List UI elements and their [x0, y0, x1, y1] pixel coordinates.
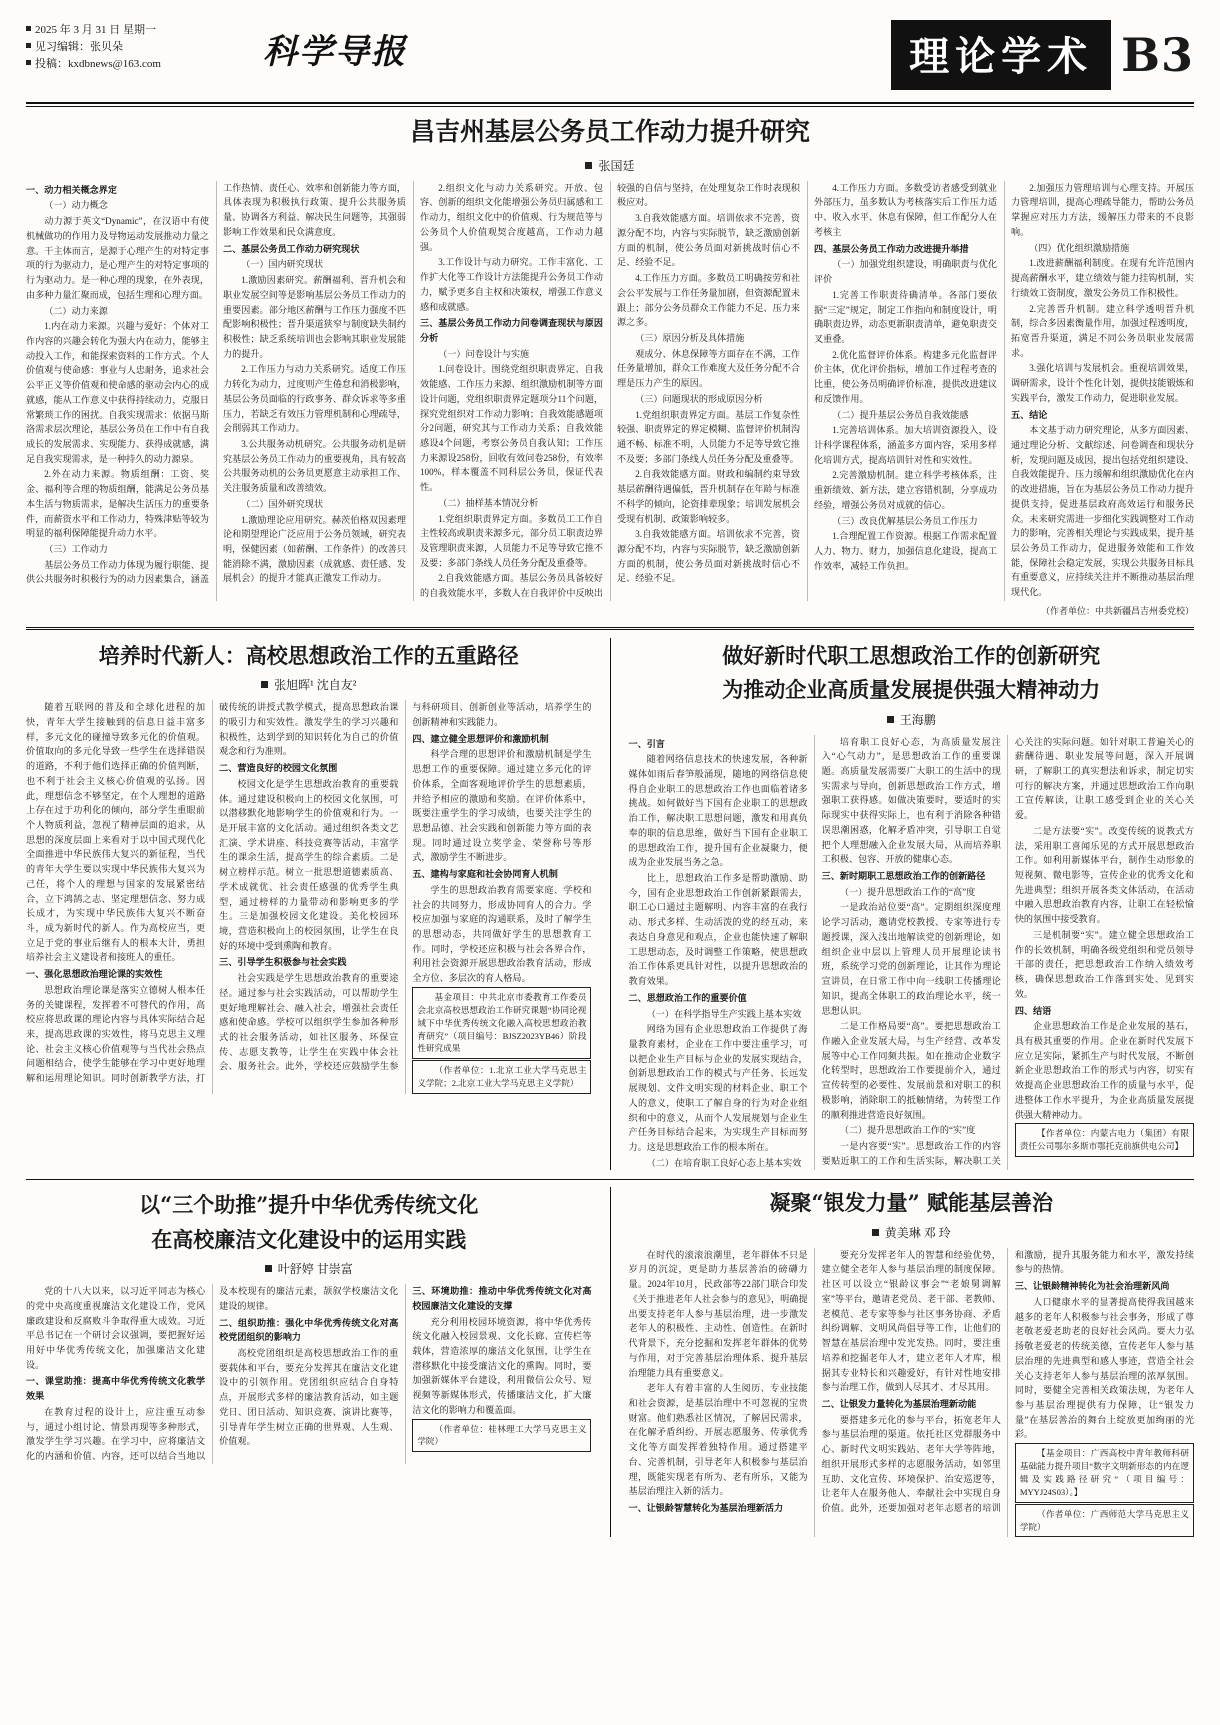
article3-paragraph: 三、环境助推：推动中华优秀传统文化对高校园廉洁文化建设的支撑	[412, 1286, 592, 1311]
lead-paragraph: 1.党组织职责界定方面。多数员工工作自主性较高或职责来源多元，部分员工职责边界及管理职责来源，人员能力不足等导致它推不及要；多部门条线人员任务分配及重叠等。	[420, 513, 603, 568]
lead-byline: 张国廷	[26, 157, 1194, 174]
lead-paragraph: 基层公务员工作动力体现为履行职能、提供公共服务时积极行为的动力因素集合，涵盖工作热情、责任心、效率和创新能力等方面，具体表现为积极执行政策、提升公共服务质量、协调各方利益、解决民生问题等，其强弱影响工作效果和民众满意度。	[26, 182, 406, 585]
article-4-title-1: 做好新时代职工思想政治工作的创新研究	[722, 642, 1101, 668]
article4-paragraph: 企业思想政治工作是企业发展的基石，具有极其重要的作用。企业在新时代发展下应立足实际，紧抓生产与时代发展，不断创新企业思想政治工作的形式与内容，切实有效提高企业思想政治工作的质量与水平，促进整体工作水平提升，为企业高质量发展提供强大精神动力。	[1014, 1021, 1194, 1120]
article4-paragraph: 培育职工良好心态，为高质量发展注入“心气动力”，是思想政治工作的重要课题。高质量发展需要广大职工的生活中的现实需求与导向，创新思想政治工作方式，增强职工获得感。如做决策要时，要适时的实际现实中获得实际上，也有利于消除各种错误思潮困惑，化解矛盾冲突，引导职工自觉把个人理想融入企业发展大局，从而培养职工积极、包容、开放的健康心态。	[821, 736, 1001, 865]
section-divider-2	[26, 1179, 1194, 1180]
lead-paragraph: 1.激励理论应用研究。赫茨伯格双因素理论和期望理论广泛应用于公务员领域，研究表明，保健因素（如薪酬、工作条件）的改善只能消除不满，激励因素（成就感、责任感、发展机会）的提升才能真正激发工作动力。	[223, 514, 406, 584]
lead-paragraph: 2.优化监督评价体系。构建多元化监督评价主体，优化评价指标，增加工作过程考查的比重，使公务员明确评价标准，提供改进建议和反馈作用。	[814, 349, 997, 404]
lead-paragraph: （一）问卷设计与实施	[438, 348, 530, 359]
article5-paragraph: 在时代的滚滚浪潮里，老年群体不只是岁月的沉淀，更是助力基层善治的磅礴力量。2024年10月，民政部等22部门联合印发《关于推进老年人社会参与的意见》，明确提出要支持老年人参与基层治理，进一步激发老年人的积极性、主动性、创造性。在新时代背景下，充分挖掘和发挥老年群体的优势与作用，对于完善基层治理体系、提升基层治理能力具有重要意义。	[628, 1249, 808, 1378]
square-icon	[872, 1229, 879, 1236]
article4-paragraph: 三是机制要“实”。建立健全思想政治工作的长效机制，明确各级党组织和党员领导干部的责任，把思想政治工作纳入绩效考核，确保思想政治工作落到实处、见到实效。	[1014, 929, 1194, 999]
article2-paragraph: 二、营造良好的校园文化氛围	[219, 763, 338, 774]
lead-paragraph: 3.自我效能感方面。培训依求不完善，资源分配不均，内容与实际脱节，缺乏激励创新方面的机制，使公务员面对新挑战时信心不足、经验不足。	[617, 529, 800, 584]
masthead	[26, 18, 1194, 96]
article4-paragraph: 四、结语	[1014, 1005, 1052, 1016]
article-3-byline: 叶舒婷 甘崇富	[26, 1260, 592, 1277]
submission-email: 投稿：kxdbnews@163.com	[26, 56, 226, 73]
lead-paragraph: 3.自我效能感方面。培训依求不完善，资源分配不均，内容与实际脱节，缺乏激励创新方面的机制，使公务员面对新挑战时信心不足、经验不足。	[617, 213, 800, 268]
publication-date: 2025 年 3 月 31 日 星期一	[26, 22, 226, 39]
article-4-byline: 王海鹏	[629, 711, 1195, 728]
article-5-byline: 黄美琳 邓 玲	[629, 1224, 1195, 1241]
lead-signature: （作者单位：中共新疆昌吉州委党校）	[1040, 605, 1194, 616]
article4-paragraph: 一、引言	[628, 738, 665, 749]
article2-paragraph: （作者单位：1.北京工业大学马克思主义学院；2.北京工业大学马克思主义学院）	[412, 1060, 591, 1094]
article2-paragraph: 思想政治理论课是落实立德树人根本任务的关键课程，发挥着不可替代的作用，高校应将思政课的理论内容与具体实际结合起来，提高思政课的实效性，将马克思主义理论、社会主义核心价值观等与当代社会热点问题相结合，使学生能够在学习中更好地理解和运用理论知识。同时创新教学方法，打破传统的讲授式教学模式，提高思想政治课的吸引力和实效性。激发学生的学习兴趣和积极性，达到学到的知识转化为自己的价值观念和行为准则。	[26, 702, 399, 1084]
lead-subheading: 二、基层公务员工作动力研究现状	[223, 243, 360, 254]
article3-paragraph: 党的十八大以来，以习近平同志为核心的党中央高度重视廉洁文化建设工作，党风廉政建设和反腐败斗争取得重大成效。习近平总书记在一个研讨会议强调，要把握好运用好中华优秀传统文化，加强廉洁文化建设。	[26, 1286, 206, 1370]
article2-paragraph: 一、强化思想政治理论课的实效性	[26, 969, 163, 980]
bullet-icon	[26, 26, 31, 31]
masthead-info	[26, 18, 226, 73]
lead-paragraph: 2.自我效能感方面。基层公务员具备较好的自我效能水平，多数人在自我评价中反映出较强的自信与坚持，在处理复杂工作时表现积极应对。	[420, 182, 800, 599]
lead-paragraph: 2.外在动力来源。物质组酬：工资、奖金、福利等合理的物质组酬，能满足公务员基本生活与物质需求，是解决生活压力的重要条件，而薪资水平和工作动力，特殊津贴等较为明显的福利保障能提升动力水平。	[26, 469, 209, 539]
article4-paragraph: 二是工作格局要“高”。要把思想政治工作融入企业发展大局，与生产经营、改革发展等中心工作同频共振。如在推动企业数字化转型时，思想政治工作要提前介入，通过宣传转型的必要性、发展前景和对职工的积极影响，消除职工的抵触情绪，为转型工作的顺利推进营造良好氛围。	[821, 1021, 1001, 1120]
article3-paragraph: 充分利用校园环境资源，将中华优秀传统文化融入校园景观、文化长廊、宣传栏等载体，营造浓厚的廉洁文化氛围，让学生在潜移默化中接受廉洁文化的熏陶。同时，要加强新媒体平台建设，利用微信公众号、短视频等新媒体形式，传播廉洁文化，扩大廉洁文化的影响力和覆盖面。	[412, 1316, 592, 1415]
article4-paragraph: 二、思想政治工作的重要价值	[628, 992, 747, 1003]
article2-paragraph: 校园文化是学生思想政治教育的重要载体。通过建设积极向上的校园文化氛围，可以潜移默化地影响学生的价值观和行为。一是开展丰富的文化活动。通过组织各类文艺汇演、学术讲座、科技竞赛等活动，丰富学生的课余生活，提高学生的综合素质。二是树立榜样示范。树立一批思想道德素质高、学术成就优、社会责任感强的优秀学生典型，通过榜样的力量带动和影响更多的学生。三是加强校园文化建设。美化校园环境，营造积极向上的校园氛围，让学生在良好的环境中受到熏陶和教育。	[219, 778, 399, 951]
article-5-title: 凝聚“银发力量” 赋能基层善治	[769, 1190, 1053, 1216]
lead-paragraph: 4.工作压力方面。多数受访者感受到就业外部压力，虽多数认为考核落实后工作压力适中、收入水平、休息有保障，但工作配分人在考核主	[814, 182, 997, 237]
lead-paragraph: 1.合理配置工作资源。根据工作需求配置人力、物力、财力，加强信息化建设，提高工作效率，减轻工作负担。	[814, 531, 997, 571]
article-3-title-1: 以“三个助推”提升中华优秀传统文化	[139, 1192, 479, 1218]
lead-paragraph: 观成分、休息保障等方面存在不满，工作任务量增加，群众工作难度大及任务分配不合理是压力产生的原因。	[617, 348, 800, 389]
article4-paragraph: （一）提升思想政治工作的“高”度	[839, 886, 976, 897]
article3-paragraph: 高校党团组织是高校思想政治工作的重要载体和平台，要充分发挥其在廉洁文化建设中的引领作用。党团组织应结合自身特点，开展形式多样的廉洁教育活动，如主题党日、团日活动、知识竞赛、演讲比赛等，引导青年学生树立正确的世界观、人生观、价值观。	[219, 1347, 399, 1447]
article5-paragraph: 要搭建多元化的参与平台，拓宽老年人参与基层治理的渠道。依托社区党群服务中心、新时代文明实践站、老年大学等阵地，组织开展形式多样的志愿服务活动，如邻里互助、文化宣传、环境保护、治安巡逻等，让老年人在服务他人、奉献社会中实现自身价值。此外，还要加强对老年志愿者的培训和激励，提升其服务能力和水平，激发持续参与的热情。	[821, 1249, 1194, 1513]
square-icon	[585, 162, 592, 169]
masthead-rule-thin	[26, 106, 1194, 107]
article2-paragraph: 社会实践是学生思想政治教育的重要途径。通过参与社会实践活动，可以帮助学生更好地理解社会、融入社会，增强社会责任感和使命感。学校可以组织学生参加各种形式的社会服务活动，如社区服务、环保宣传、志愿支教等，让学生在实践中体会社会、服务社会。此外，学校还应鼓励学生参与科研项目、创新创业等活动，培养学生的创新精神和实践能力。	[219, 702, 592, 1072]
article-4	[610, 638, 1195, 1171]
lead-paragraph: 3.强化培训与发展机会。重视培训效果，调研需求，设计个性化计划，提供技能锻炼和实践平台，激发工作动力，促进职业发展。	[1011, 363, 1194, 403]
article-3-title-2: 在高校廉洁文化建设中的运用实践	[151, 1226, 467, 1252]
square-icon	[265, 1265, 272, 1272]
lead-paragraph: 3.工作设计与动力研究。工作丰富化、工作扩大化等工作设计方法能提升公务员工作动力，赋予更多自主权和决策权，增强工作意义感和成就感。	[420, 257, 603, 312]
article4-paragraph: 一是内容要“实”。思想政治工作的内容要贴近职工的工作和生活实际，解决职工关心关注的实际问题。如针对职工普遍关心的薪酬待遇、职业发展等问题，深入开展调研，了解职工的真实想法和诉求，制定切实可行的解决方案，并通过思想政治工作向职工宣传解读，让职工感受到企业的关心关爱。	[821, 736, 1194, 1166]
editor-line: 见习编辑：张贝朵	[26, 39, 226, 56]
lead-paragraph: 2.工作压力与动力关系研究。适度工作压力转化为动力，过度则产生倦怠和消极影响，基层公务员面临的行政事务、群众诉求等多重压力，若缺乏有效压力管理机制和心理疏导，会削弱其工作动力。	[223, 364, 406, 434]
article-5	[610, 1187, 1195, 1537]
masthead-rule	[26, 102, 1194, 104]
lead-subheading: 一、动力相关概念界定	[26, 184, 117, 195]
lead-paragraph: 1.完善培训体系。加大培训资源投入，设计科学课程体系，涵盖多方面内容，采用多样化培训方式，提高培训针对性和实效性。	[814, 425, 997, 465]
lead-paragraph: （三）问题现状的形成原因分析	[635, 393, 763, 404]
page-title: 昌吉州基层公务员工作动力提升研究	[409, 117, 810, 146]
lead-paragraph: 本文基于动力研究理论，从多方面因素、通过理论分析、文献综述、问卷调查和现状分析，发现问题及成因，提出包括党组织建设、自我效能提升、压力缓解和组织激励优化在内的改进措施，旨在为基层公务员工作动力提升提供支持，促进基层政府高效运行和服务民众。未来研究需进一步细化实践调整对工作动力的影响，完善相关理论与实践成果，提升基层公务员工作动力，促进服务效能和工作效能，保障社会稳定发展，实现公共服务目标具有重要意义，应持续关注并不断推动基层治理现代化。	[1011, 425, 1194, 598]
article4-paragraph: （二）在培育职工良好心态上基本实效	[646, 1157, 802, 1168]
article4-paragraph: 【作者单位：内蒙古电力（集团）有限责任公司鄂尔多斯市鄂托克前旗供电公司】	[1015, 1123, 1194, 1157]
article4-paragraph: 二是方法要“实”。改变传统的说教式方法，采用职工喜闻乐见的方式开展思想政治工作。如利用新媒体平台，制作生动形象的短视频、微电影等，宣传企业的优秀文化和先进典型；组织开展各类文体活动，在活动中融入思想政治教育内容，让职工在轻松愉快的氛围中接受教育。	[1014, 825, 1194, 925]
lead-paragraph: （三）原因分析及具体措施	[635, 332, 745, 343]
article5-paragraph: 人口健康水平的显著提高使得我国越来越多的老年人积极参与社会事务，形成了尊老敬老爱老助老的良好社会风尚。要大力弘扬敬老爱老的传统美德，宣传老年人参与基层治理的先进典型和感人事迹，营造全社会关心支持老年人参与基层治理的浓厚氛围。同时，要健全完善相关政策法规，为老年人参与基层治理提供有力保障，让“银发力量”在基层善治的舞台上绽放更加绚丽的光彩。	[1014, 1296, 1194, 1440]
article-2	[26, 638, 592, 1171]
lead-paragraph: 1.问卷设计。围绕党组织职责界定、自我效能感、工作压力来源、组织激励机制等方面设计问题，党组织职责界定题项分11个问题，探究党组织对工作动力影响；自我效能感题项分2问题，研究其与工作动力关系；自我效能感设4个问题，考察公务员自我认知；工作压力来源设258份，回收有效问卷258份，有效率100%，样本覆盖不同科层公务员，保证代表性。	[420, 364, 603, 493]
lead-paragraph: 2.完善激励机制。建立科学考核体系，注重新绩效、新方法，建立容错机制，分享成功经验，增强公务员对成就的信心。	[814, 470, 997, 510]
bullet-icon	[26, 43, 31, 48]
bullet-icon	[26, 60, 31, 65]
article-2-body	[26, 700, 592, 1094]
lead-paragraph: （四）优化组织激励措施	[1029, 242, 1130, 253]
article2-paragraph: 科学合理的思想评价和激励机制是学生思想工作的重要保障。通过建立多元化的评价体系，全面客观地评价学生的思想素质，并给予相应的激励和奖励。在评价体系中，既要注重学生的学习成绩，也要关注学生的思想品德、社会实践和创新能力等方面的表现。同时通过设立奖学金、荣誉称号等形式，激励学生不断进步。	[412, 749, 592, 863]
article4-paragraph: 三、新时期职工思想政治工作的创新路径	[821, 871, 986, 882]
article2-paragraph: 三、引导学生积极参与社会实践	[219, 957, 347, 968]
lead-paragraph: （二）提升基层公务员自我效能感	[832, 409, 969, 420]
lead-paragraph: （二）国外研究现状	[241, 498, 324, 509]
article-3	[26, 1187, 592, 1537]
lead-paragraph: （三）工作动力	[44, 544, 108, 554]
section-divider-1	[26, 627, 1194, 630]
article-4-title-2: 为推动企业高质量发展提供强大精神动力	[722, 677, 1101, 703]
square-icon	[261, 681, 268, 688]
article3-paragraph: 一、课堂助推：提高中华优秀传统文化教学效果	[26, 1376, 206, 1402]
article-2-title: 培养时代新人：高校思想政治工作的五重路径	[98, 642, 519, 668]
article4-paragraph: 一是政治站位要“高”。定期组织深度理论学习活动，邀请党校教授、专家等进行专题授课，深入浅出地解读党的创新理论，如组织企业中层以上管理人员开展理论读书班，系统学习党的创新理论，让其作为理论宣讲员，在日常工作中向一线职工传播理论知识，提高全体职工的政治理论水平，统一思想认识。	[821, 902, 1001, 1016]
article3-paragraph: 在教育过程的设计上，应注重互动参与，通过小组讨论、情景再现等多种形式，激发学生学习兴趣。在学习中，应将廉洁文化的内涵和价值、内容，还可以结合当地以及本校现有的廉洁元素，颉叙学校廉洁文化建设的规律。	[26, 1286, 399, 1461]
square-icon	[887, 716, 894, 723]
section-banner-group	[891, 18, 1194, 90]
article5-paragraph: 【基金项目：广西高校中青年教师科研基础能力提升项目“数字文明新形态的内在逻辑及实践路径研究”（项目编号：MYYJ24S03）。】	[1015, 1443, 1194, 1503]
lead-paragraph: 4.工作压力方面。多数员工明确按劳和社会公平发展与工作任务量加剧，但资源配置未跟上；部分公务员群众工作能力不足、压力来源之多。	[617, 273, 800, 328]
lead-paragraph: 2.加强压力管理培训与心理支持。开展压力管理培训，提高心理疏导能力，帮助公务员掌握应对压力方法，缓解压力带来的不良影响。	[1011, 182, 1194, 237]
article-4-body	[629, 735, 1195, 1171]
article5-paragraph: （作者单位：广西师范大学马克思主义学院）	[1015, 1504, 1194, 1538]
lead-subheading: 三、基层公务员工作动力问卷调查现状与原因分析	[420, 318, 603, 343]
article4-paragraph: （二）提升思想政治工作的“实”度	[839, 1125, 976, 1136]
page-number: B3	[1121, 28, 1194, 82]
lead-paragraph: 1.改进薪酬福利制度。在现有允许范围内提高薪酬水平，建立绩效与能力挂钩机制，实行绩效工资制度，激发公务员工作积极性。	[1011, 258, 1194, 298]
lead-article	[26, 115, 1194, 617]
lead-paragraph: 1.激励因素研究。薪酬福利、晋升机会和职业发展空间等是影响基层公务员工作动力的重要因素。部分地区薪酬与工作压力强度不匹配影响积极性；晋升渠道狭窄与制度缺失制约积极性；缺乏系统培训也会影响其职业发展能力的提升。	[223, 275, 406, 359]
lead-paragraph: 3.公共服务动机研究。公共服务动机是研究基层公务员工作动力的重要视角，具有较高公共服务动机的公务员更愿意主动承担工作、关注服务质量和改善绩效。	[223, 438, 406, 494]
article5-paragraph: 老年人有着丰富的人生阅历、专业技能和社会资源，是基层治理中不可忽视的宝贵财富。他们熟悉社区情况，了解居民需求，在化解矛盾纠纷、开展志愿服务、传承优秀文化等方面发挥着独特作用。通过搭建平台、完善机制，引导老年人积极参与基层治理，既能实现老有所为、老有所乐，又能为基层治理注入新的活力。	[628, 1383, 808, 1497]
lead-paragraph: （一）国内研究现状	[241, 259, 324, 270]
article2-paragraph: 五、建构与家庭和社会协同育人机制	[412, 869, 558, 880]
lead-paragraph: （二）动力来源	[44, 305, 108, 316]
lead-body	[26, 181, 1194, 601]
article3-paragraph: 二、组织助推：强化中华优秀传统文化对高校党团组织的影响力	[219, 1317, 399, 1343]
article-5-body	[629, 1248, 1195, 1538]
article4-paragraph: 网络为国有企业思想政治工作提供了海量教育素材，企业在工作中要注重学习，可以把企业生产目标与企业的发展实现结合，创新思想政治工作的模式与产任务、长远发展规划、文件文明实现的材料企业、职工个人的意义，使职工了解自身的行为对企业组织和中的意义，从而个人发展规划与企业生产任务目标结合起来，为实现生产目标而努力。这是思想政治工作的根本所在。	[628, 1024, 808, 1152]
article4-paragraph: 随着网络信息技术的快速发展，各种新媒体如雨后春笋般涌现，随地的网络信息使得自企业职工的思想政治工作也面临着诸多挑战。如何做好当下国有企业职工的思想政治工作，解决职工思想问题，激发和用真负奉的职的信息思维，做好当下国有企业职工的思想政治工作，提升国有企业凝聚力，便成为企业发展当务之急。	[628, 754, 808, 868]
article5-paragraph: 三、让银龄精神转化为社会治理新风尚	[1014, 1281, 1170, 1292]
section-banner: 理论学术	[891, 20, 1111, 90]
paper-logo: 科学导报	[263, 32, 407, 72]
article5-paragraph: 二、让银发力量转化为基层治理新动能	[821, 1398, 977, 1409]
article5-paragraph: 一、让银龄智慧转化为基层治理新活力	[628, 1502, 784, 1513]
lead-paragraph: 1.党组织职责界定方面。基层工作复杂性较强、职责界定的界定模糊、监督评价机制沟通不畅、标准不明，人员能力不足等导致它推不及要；多部门条线人员任务分配及重叠等。	[617, 409, 800, 464]
article2-paragraph: 随着互联网的普及和全球化进程的加快，青年大学生接触到的信息日益丰富多样，多元文化的碰撞导致多元化的价值观。价值取向的多元化导致一些学生在选择错误的道路，不利于他们选择正确的价值判断，也不利于社会主义核心价值观的弘扬。因此，理想信念不够坚定，在个人理想的道路上存在过于功利化的倾向，部分学生重眼前个人物质利益，忽视了精神层面的追求，从思想的深度层面上来看对于以中国式现代化全面推进中华民族伟大复兴的新征程，当代的青年大学生要以实现中华民族伟大复兴为己任，将个人的理想与国家的发展紧密结合，立下鸿鹄之志、坚定理想信念、努力成长成才，为实现中华民族伟大复兴不断奋斗，成为新时代的新人。作为高校应当，更立足于党的事业后继有人的根本大计，勇担培养社会主义建设者和接班人的重任。	[26, 702, 206, 963]
lead-paragraph: 2.自我效能感方面。财政和编制约束导致基层薪酬待遇偏低，晋升机制存在年龄与标准不科学的倾向，论资排辈现象；培训发展机会受现有机制、政策影响较多。	[617, 469, 800, 524]
article4-paragraph: 比上，思想政治工作多是帮助激励、助今，国有企业思想政治工作创新紧跟需去，职工心口通过主题解明、内容丰富的在我行动、形式多样、生动活泼的党的经互动，来表达自身意见和观点，企业也能快速了解职工思想动态，及时调整工作策略，使思想政治工作体系更具针对性，以提升思想政治的教育效果。	[628, 873, 808, 987]
article-2-byline: 张旭晖¹ 沈自友²	[26, 676, 592, 693]
lead-subheading: 四、基层公务员工作动力改进提升举措	[814, 243, 969, 254]
middle-row	[26, 638, 1194, 1171]
article-3-body	[26, 1284, 592, 1464]
lead-paragraph: 2.完善晋升机制。建立科学透明晋升机制，综合多因素衡量作用，加强过程透明度，拓宽晋升渠道，满足不同公务员职业发展需求。	[1011, 303, 1194, 358]
lead-paragraph: （二）抽样基本情况分析	[438, 497, 539, 508]
lead-paragraph: （三）改良优解基层公务员工作压力	[832, 515, 978, 526]
article2-paragraph: 四、建立健全思想评价和激励机制	[412, 733, 549, 744]
lead-paragraph: 1.内在动力来源。兴趣与爱好：个体对工作内容的兴趣会转化为强大内在动力，能够主动投入工作，和能探索资料的工作方式。个人价值观与使命感：事业与人忠耐务，追求社会公平正义等价值观和使命感的驱动会内心的成就感，能从工作意义中获得持续动力，克服日常繁琐工作的困扰。自我实现需求：依据马斯洛需求层次理论，基层公务员在工作中有自我成长的发展需求、实现能力、获得成就感，满足自我实现需求，是一种持久的动力源泉。	[26, 321, 209, 464]
lead-paragraph: 2.组织文化与动力关系研究。开放、包容、创新的组织文化能增强公务员归属感和工作动力，组织文化中的价值观、行为规范等与公务员个人价值观契合度越高，工作动力越强。	[420, 182, 603, 252]
article3-paragraph: （作者单位：桂林理工大学马克思主义学院）	[412, 1419, 591, 1453]
article4-paragraph: （一）在科学指导生产实践上基本实效	[646, 1008, 802, 1019]
lead-paragraph: （一）加强党组织建设，明确职责与优化评价	[814, 259, 997, 285]
lead-paragraph: 1.完善工作职责待确清单。各部门要依据“三定”规定，制定工作指向和制度设计，明确职责边界，动态更新职责清单，避免职责交叉重叠。	[814, 289, 997, 344]
lead-paragraph: 动力源于英文“Dynamic”，在汉语中有使机械做功的作用力及导物运动发展推动力量之意。干主体而言，是源于心理产生的对特定事项的行为驱动力，是心理产生的对特定事项的行为驱动力。是一种心理的现象，在外表现，由多种力量汇聚而成，包括生理和心理方面。	[26, 216, 209, 300]
article5-paragraph: 要充分发挥老年人的智慧和经验优势，建立健全老年人参与基层治理的制度保障。社区可以设立“银龄议事会”“老娘舅调解室”等平台，邀请老党员、老干部、老教师、老模范、老专家等参与社区事务协商、矛盾纠纷调解、文明风尚倡导等工作，让他们的智慧在基层治理中发光发热。同时，要注重培养和挖掘老年人才，建立老年人才库，根据其专业特长和兴趣爱好，有针对性地安排参与治理工作，做到人尽其才、才尽其用。	[821, 1249, 1001, 1393]
bottom-row	[26, 1187, 1194, 1537]
lead-paragraph: （一）动力概念	[44, 200, 108, 211]
article2-paragraph: 学生的思想政治教育需要家庭、学校和社会的共同努力，形成协同育人的合力。学校应加强与家庭的沟通联系，及时了解学生的思想动态，共同做好学生的思想教育工作。同时，学校还应积极与社会各界合作，利用社会资源开展思想政治教育活动，形成全方位、多层次的育人格局。	[412, 884, 592, 984]
article2-paragraph: 基金项目：中共北京市委教育工作委员会北京高校思想政治工作研究课题“协同论视域下中华优秀传统文化融入高校思想政治教育研究”（项目编号：BJSZ2023YB46）阶段性研究成果	[412, 987, 591, 1059]
lead-subheading: 五、结论	[1011, 409, 1048, 420]
